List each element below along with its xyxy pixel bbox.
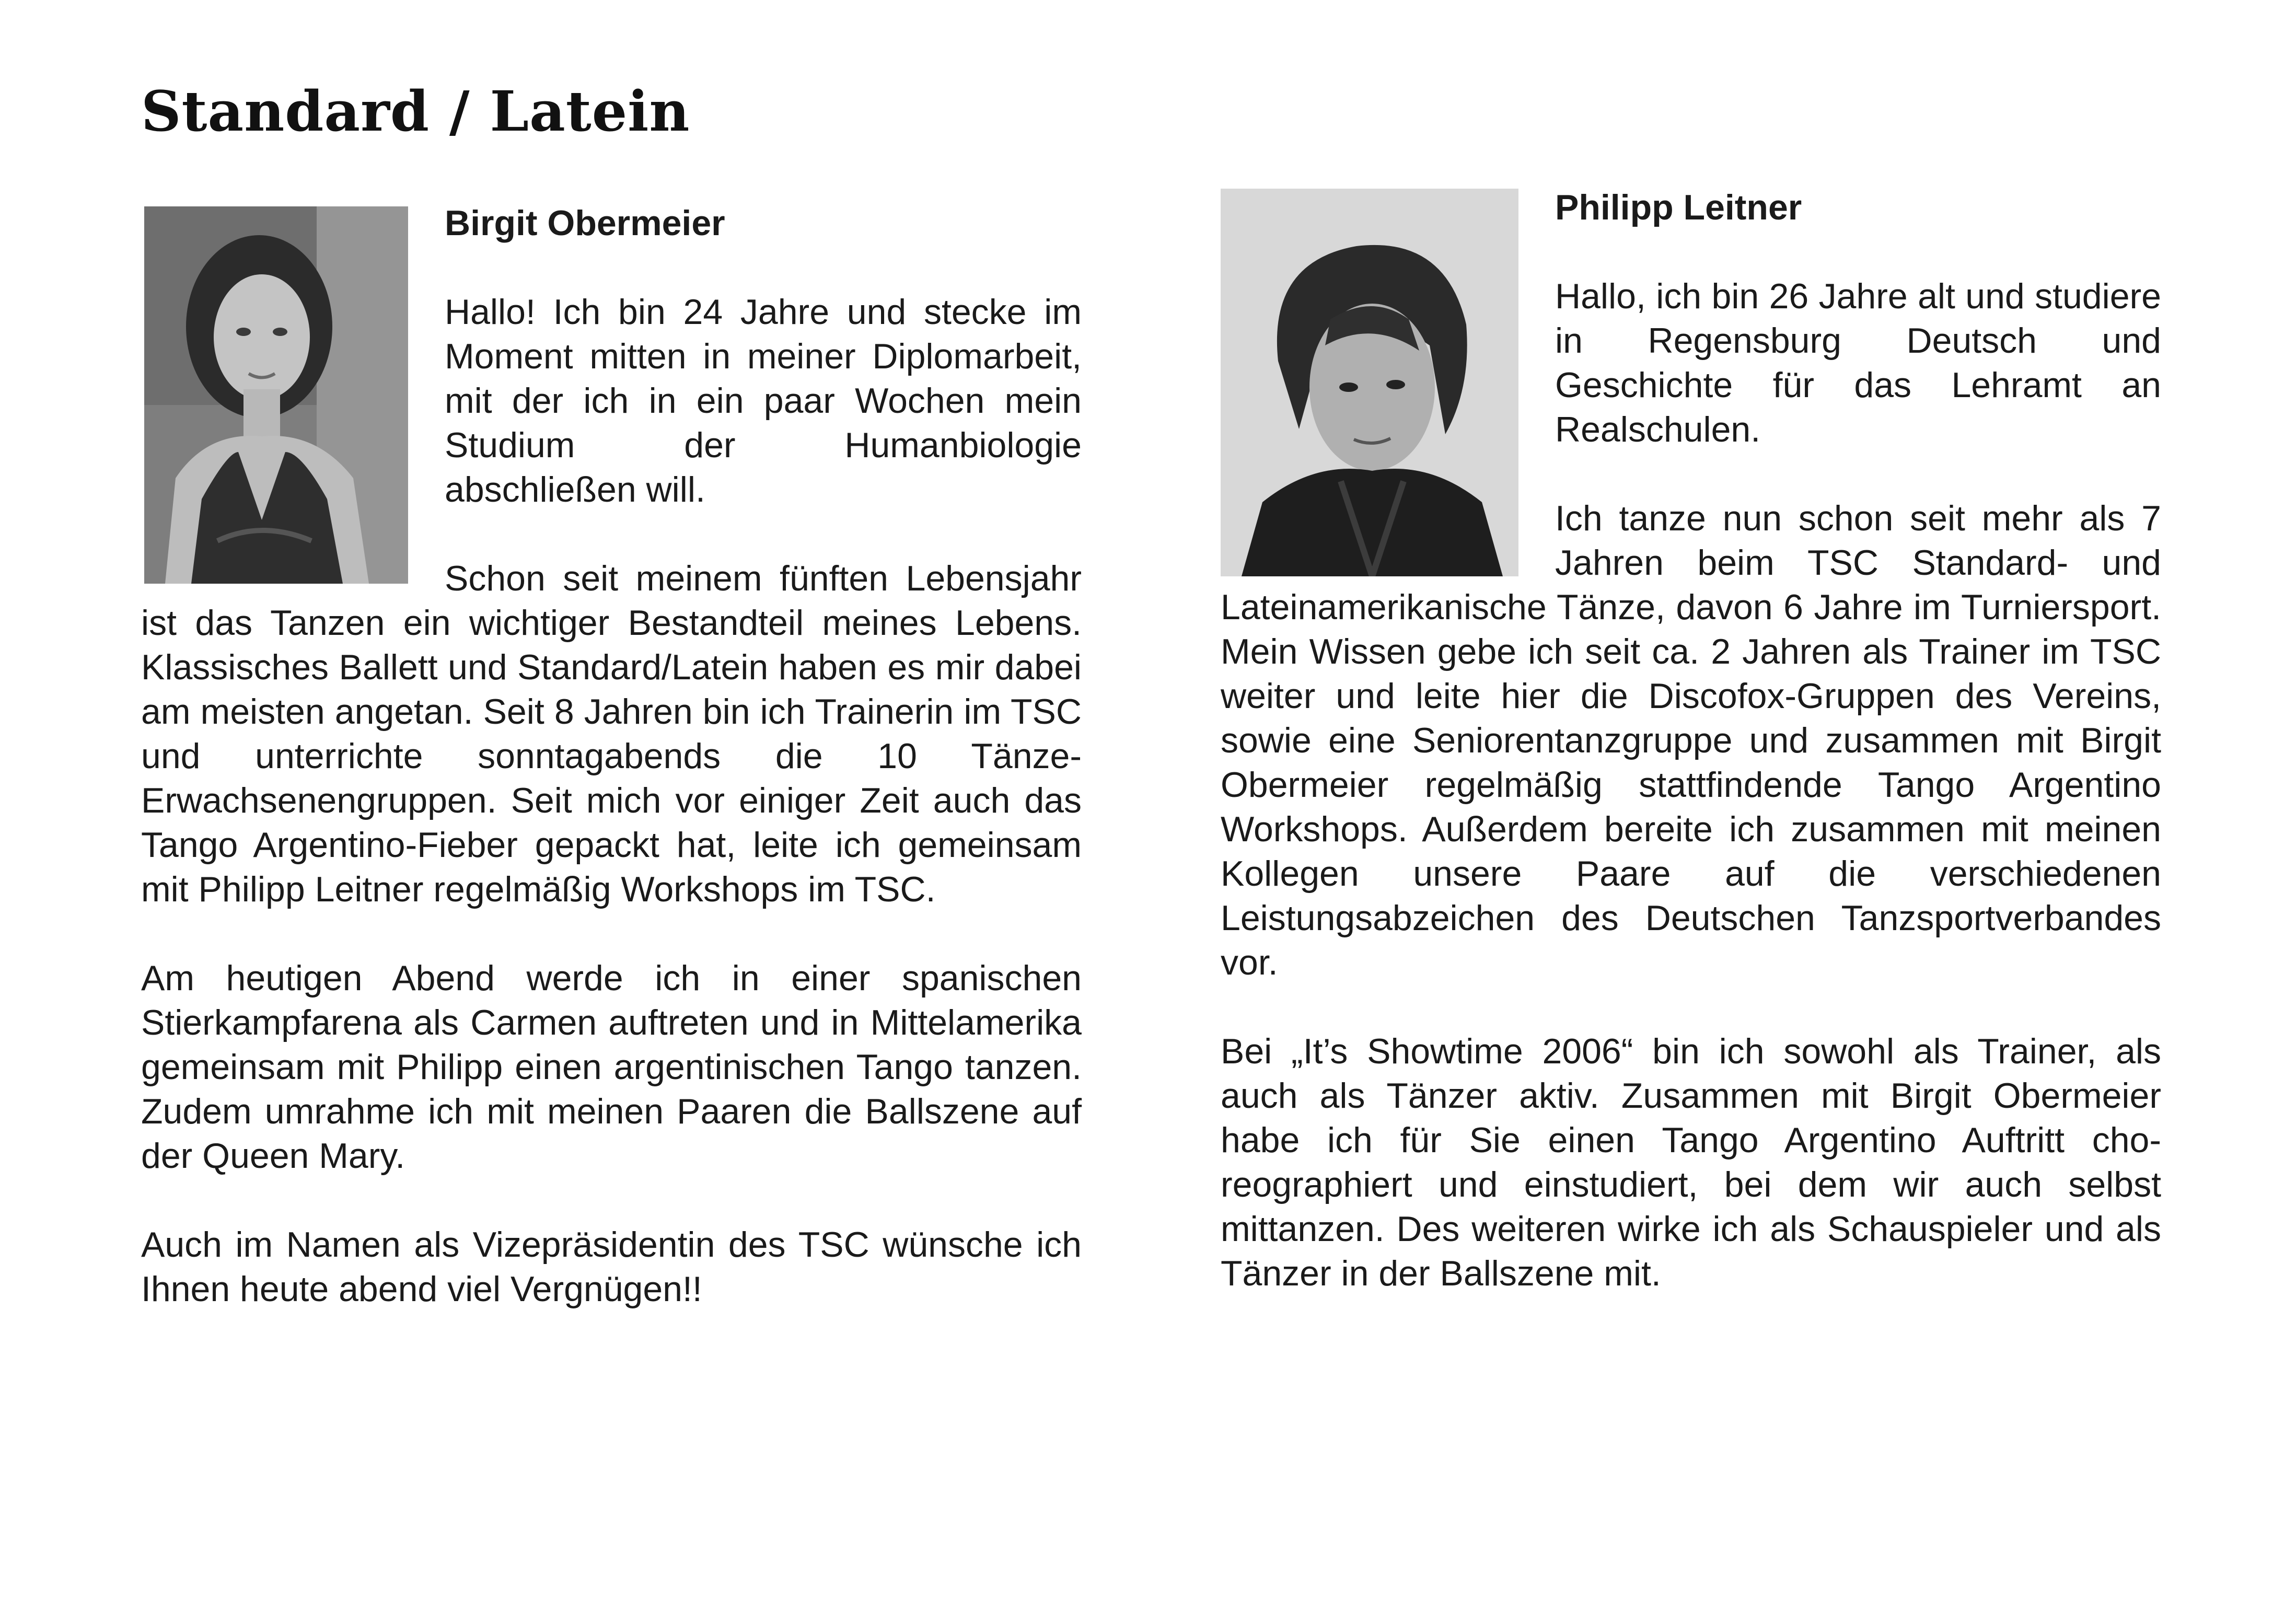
- profile-birgit-obermeier: [141, 201, 1082, 1312]
- person-name: Birgit Obermeier: [445, 203, 725, 243]
- bio-paragraph: Hallo! Ich bin 24 Jahre und stecke im Moment mitten in meiner Diplomarbeit, mit der ich in ein paar Wochen mein Studium der Humanbiologie abschließen will.: [445, 292, 1082, 509]
- profile-philipp-leitner: [1221, 185, 2161, 1296]
- bio-paragraph: Am heutigen Abend werde ich in einer spanischen Stierkampfarena als Carmen auftreten und in Mittelamerika gemeinsam mit Philipp einen argentinischen Tango tanzen. Zudem umrahme ich mit meinen Paaren die Ballszene auf der Queen Mary.: [141, 958, 1082, 1176]
- bio-paragraph: Ich tanze nun schon seit mehr als 7 Jahren beim TSC Standard- und Lateinamerikanische Tänze, davon 6 Jahre im Turniersport. Mein Wissen gebe ich seit ca. 2 Jahren als Trainer im TSC weiter und leite hier die Discofox-Gruppen des Vereins, sowie eine Seniorentanzgruppe und zusammen mit Birgit Obermeier regelmäßig stattfindende Tango Argentino Workshops. Außerdem bereite ich zusammen mit meinen Kollegen unsere Paare auf die verschiedenen Leistungsabzeichen des Deutschen Tanzsportverbandes vor.: [1221, 498, 2161, 982]
- portrait-photo-man-icon: [1221, 189, 1518, 576]
- portrait-photo-woman-icon: [144, 206, 408, 584]
- bio-paragraph: Schon seit meinem fünften Lebensjahr ist das Tanzen ein wichtiger Bestandteil meines Lebens. Klassisches Ballett und Standard/Latein haben es mir dabei am meisten angetan. Seit 8 Jahren bin ich Trainerin im TSC und unterrichte sonntagabends die 10 Tänze-Erwachsenengruppen. Seit mich vor einiger Zeit auch das Tango Argentino-Fieber gepackt hat, leite ich gemeinsam mit Philipp Leitner regelmäßig Workshops im TSC.: [141, 559, 1082, 909]
- bio-paragraph: Bei „It’s Showtime 2006“ bin ich sowohl als Trainer, als auch als Tänzer aktiv. Zusammen mit Birgit Obermeier habe ich für Sie einen Tango Argentino Auftritt choreographiert und einstudiert, bei dem wir auch selbst mittanzen. Des weiteren wirke ich als Schauspieler und als Tänzer in der Ballszene mit.: [1221, 1031, 2161, 1293]
- person-name: Philipp Leitner: [1555, 188, 1802, 227]
- page-title: Standard / Latein: [141, 78, 690, 144]
- bio-paragraph: Hallo, ich bin 26 Jahre alt und studiere in Regensburg Deutsch und Geschichte für das Lehramt an Realschulen.: [1555, 276, 2161, 449]
- bio-paragraph: Auch im Namen als Vizepräsidentin des TSC wünsche ich Ihnen heute abend viel Vergnügen!!: [141, 1225, 1082, 1309]
